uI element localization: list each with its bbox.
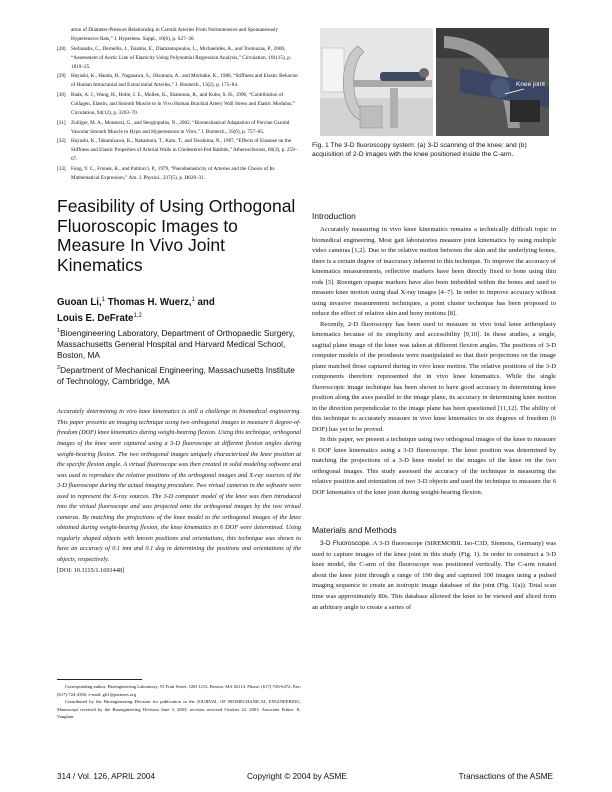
paragraph: In this paper, we present a technique using two orthogonal images of the knee to measure 6 DOF knee kinematics using a 3-D fluoroscope. The knee position was determined by matching the projections of a 3-D knee model to the images of the knee on the two orthogonal images. This study assessed the accuracy of the technique in measuring the relative position and orientation of two 3-D objects and used the technique to measure the 6 DOF kinematics of the knee joint during weight-bearing flexion. [312, 436, 556, 496]
paragraph: Accurately measuring in vivo knee kinematics remains a technically difficult topic in biomedical engineering. Most gait laboratories measure joint kinematics by using multiple video cameras [1,2]. Due to the relative motion between the skin and the underlying bones, there is a certain degree of inaccuracy inherent to this technique. To improve the accuracy of kinematics measurements, reflective markers have been directly fixed to bone using thin rods [3]. Roentgen opaque markers have also been imbedded within the bones and used to measure knee motion using dual X-ray images [4–7]. In order to improve accuracy without using invasive measurement techniques, a point cluster technique has been proposed to reduce the effect of relative skin and bony motions [8]. [312, 226, 557, 318]
section-heading-introduction: Introduction [312, 211, 356, 221]
paragraph: 3-D Fluoroscope. A 3-D fluoroscope (SIREMOBIL Iso-C3D, Siemens, Germany) was used to capture images of the knee joint in this study (Fig. 1). In order to construct a 3-D knee model, the C-arm of the fluoroscope was positioned vertically. The C-arm rotated about the knee joint through a range of 190 deg and captured 100 images using a pulsed imaging sequence to create an isotropic image database of the joint (Fig. 1(a)). Total scan time was approximately 80s. This database allowed the knee to be viewed and sliced from an arbitrary angle to create a series of [312, 540, 556, 611]
reference-item: [30] Bank, A. J., Wang, H., Holte, J. E., Mullen, K., Shammas, R., and Kubo, S. H., 1996, “Contribution of Collagen, Elastin, and Smooth Muscle to in Vivo Human Brachial Artery Wall Stress and Elastic Modulus,” Circulation, 94(12), p. 3263–70. [57, 91, 295, 117]
right-column [312, 26, 556, 613]
page-footer [57, 772, 553, 784]
reference-list [57, 26, 301, 183]
left-column [57, 26, 301, 576]
affiliation: $^1$Bioengineering Laboratory, Department of Orthopaedic Surgery, Massachusetts General Hospital and Harvard Medical School, Boston, MA [57, 327, 295, 361]
reference-item: [33] Fung, Y. C., Fronek, K., and Patitucci, P., 1979, “Pseudoelasticity of Arteries and the Choice of Its Mathematical Expression,” Am. J. Physiol., 237(5), p. H620–31. [57, 165, 275, 181]
footnote-corresponding: Corresponding author: Bioengineering Laboratory, 55 Fruit Street, GRJ 1215, Boston, MA 02114. Phone: (617)-726-6472; Fax: (617)-724-4392; e-mail: gli1@partners.org [57, 684, 301, 697]
section-materials-methods [312, 539, 556, 613]
footer-journal: Transactions of the ASME [458, 772, 553, 781]
section-introduction [312, 225, 556, 498]
footer-page-volume: 314 / Vol. 126, APRIL 2004 [57, 772, 156, 781]
reference-item: [31] Zulliger, M. A., Montorzi, G., and Stergiopulos, N., 2002, “Biomechanical Adaptation of Porcine Carotid Vascular Smooth Muscle to Hypo and Hypertension in Vitro,” J. Biomech., 35(6), p. 757–65. [57, 119, 290, 135]
reference-item: [28] Stefanadis, C., Dernellis, J., Tsiamis, E., Diamantopoulos, L., Michaelides, A., and Toutouzas, P., 2000, “Assessment of Aortic Line of Elasticity Using Polynomial Regression Analysis,” Circulation, 101(15), p. 1819–25. [57, 45, 292, 70]
section-heading-materials-methods: Materials and Methods [312, 525, 397, 536]
footnote-rule [57, 679, 142, 680]
reference-item: [29] Hayashi, K., Handa, H., Nagasawa, S., Okumura, A., and Moritake, K., 1980, “Stiffness and Elastic Behavior of Human Intracranial and Extracranial Arteries,” J. Biomech., 13(2), p. 175–84. [57, 73, 299, 89]
doi-link[interactable]: [DOI: 10.1115/1.1691448] [57, 566, 125, 574]
author-list: Guoan Li,$^1$ Thomas H. Wuerz,$^1$ and Louis E. DeFrate$^{1,2}$ [57, 297, 215, 324]
footnote-contributed: Contributed by the Bioengineering Division for publication in the JOURNAL OF BIOMECHANICAL ENGINEERING. Manuscript received by the Bioengineering Division June 3, 2003; revision received October 22, 2003. Associate Editor: K. Vaughan. [57, 699, 301, 720]
footer-copyright: Copyright © 2004 by ASME [247, 772, 347, 781]
footnotes [57, 679, 301, 721]
paper-title: Feasibility of Using Orthogonal Fluoroscopic Images to Measure In Vivo Joint Kinematics [57, 195, 296, 275]
reference-item: ation of Diameter-Pressure Relationship in Carotid Arteries From Normotensive and Spontaneously Hypertensive Rats,” J. Hypertens. Suppl., 10(6), p. S27–30. [71, 27, 279, 43]
knee-joint-label: Knee joint [516, 81, 545, 88]
abstract: Accurately determining in vivo knee kinematics is still a challenge in biomedical engineering. This paper presents an imaging technique using two orthogonal images to measure 6 degree-of-freedom (DOF) knee kinematics during weight-bearing flexion. Using this technique, orthogonal images of the knee were captured using a 3-D fluoroscope at different flexion angles during weight-bearing flexion. The two orthogonal images uniquely characterized the knee position at the specific flexion angle. A virtual fluoroscope was then created in solid modeling software and was used to reproduce the relative positions of the orthogonal images and X-ray sources of the 3-D fluoroscope during the actual imaging procedure. Two virtual cameras in the software were used to represent the X-ray sources. The 3-D computer model of the knee was then introduced into the virtual fluoroscope and was projected onto the orthogonal images by the two virtual cameras. By matching the projections of the knee model to the orthogonal images of the knee obtained during weight-bearing flexion, the knee kinematics in 6 DOF were determined. Using regularly shaped objects with known positions and orientations, this technique was shown to have an accuracy of 0.1 mm and 0.1 deg in determining the positions and orientations of the objects, respectively. [DOI: 10.1115/1.1691448] [57, 408, 301, 574]
affiliation: $^2$Department of Mechanical Engineering, Massachusetts Institute of Technology, Cambridge, MA [57, 364, 295, 386]
figure-caption: Fig. 1 The 3-D fluoroscopy system: (a) 3-D scanning of the knee; and (b) acquisition of 2-D images with the knee positioned inside the C-arm. [312, 142, 527, 158]
reference-item: [32] Hayashi, K., Takamizawa, K., Nakamura, T., Kato, T., and Tsushima, N., 1987, “Effects of Elastase on the Stiffness and Elastic Properties of Arterial Walls in Cholesterol-Fed Rabbits,” Atherosclerosis, 66(3), p. 259–67. [57, 138, 298, 163]
paragraph: Recently, 2-D fluoroscopy has been used to measure in vivo total knee arthroplasty kinematics because of its simplicity and accessibility [9,10]. In these studies, a single, sagittal plane image of the knee was taken at different flexion angles. The positions of 3-D computer models of the prosthesis were manipulated so that their projections on the image plane matched those captured during in vivo knee motion. The relative positions of the 3-D components therefore represented the in vivo knee kinematics. While the single fluoroscopic image technique has been shown to have good accuracy in determining knee position along the axes parallel to the image plane, its accuracy in determining knee motion in the direction perpendicular to the image plane has been questioned [11,12]. The ability of this technique to accurately measure in vivo knee kinematics in six degrees of freedom (6 DOF) has yet to be proved. [312, 320, 556, 433]
